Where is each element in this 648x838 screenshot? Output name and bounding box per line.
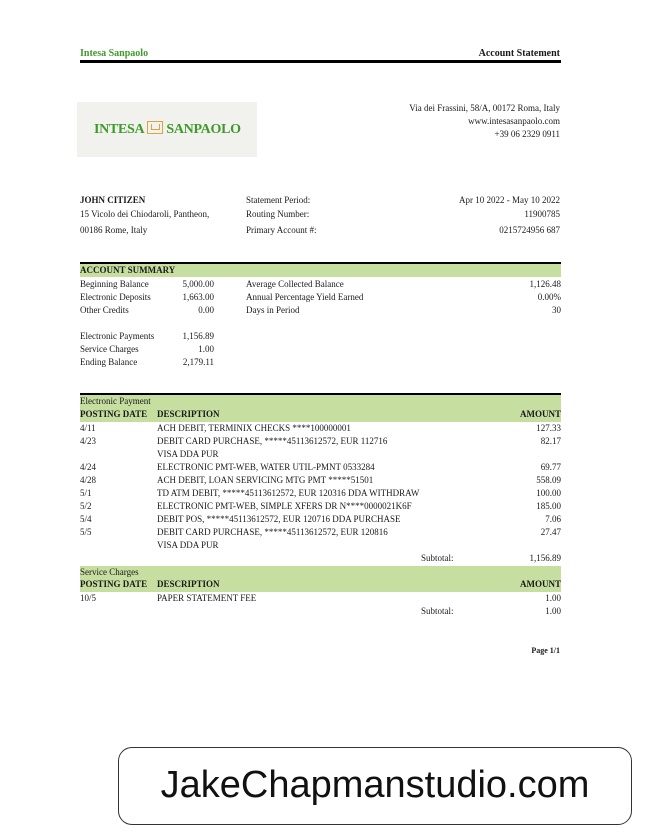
table-header [80,408,561,421]
description: PAPER STATEMENT FEE [157,593,257,603]
document-title: Account Statement [478,48,560,59]
summary-row [80,356,561,369]
summary-label: Days in Period [246,305,300,315]
posting-date: 5/5 [80,527,92,537]
primary-account-value: 0215724956 687 [499,225,560,235]
description: DEBIT POS, *****45113612572, EUR 120716 DDA PURCHASE [157,514,401,524]
subtotal-label: Subtotal: [421,553,454,563]
summary-value: 5,000.00 [182,279,214,289]
summary-label: Electronic Payments [80,331,155,341]
col-description: DESCRIPTION [157,409,220,419]
subtotal-value: 1.00 [545,606,561,616]
table-row [80,435,561,448]
account-summary-header [80,264,561,277]
posting-date: 5/4 [80,514,92,524]
electronic-payment-title: Electronic Payment [80,396,151,406]
description: VISA DDA PUR [157,540,219,550]
brand-name: Intesa Sanpaolo [80,48,149,59]
posting-date: 4/28 [80,475,97,485]
summary-value: 0.00 [198,305,214,315]
summary-label: Service Charges [80,344,139,354]
primary-account-label: Primary Account #: [246,225,317,235]
bank-address [409,102,560,141]
subtotal-row [80,605,561,618]
amount: 69.77 [540,462,561,472]
page-number: Page 1/1 [531,646,560,655]
summary-value: 30 [552,305,561,315]
table-row-continuation [80,448,561,461]
col-amount: AMOUNT [520,409,561,419]
section-title-row [80,395,561,408]
bank-phone: +39 06 2329 0911 [494,129,560,139]
amount: 1.00 [545,593,561,603]
logo-word-left: INTESA [94,122,145,137]
posting-date: 4/11 [80,423,96,433]
table-row [80,474,561,487]
description: ACH DEBIT, LOAN SERVICING MTG PMT *****51501 [157,475,374,485]
table-header [80,578,561,591]
summary-label: Electronic Deposits [80,292,151,302]
summary-value: 1,126.48 [529,279,561,289]
posting-date: 4/24 [80,462,97,472]
customer-address-line2: 00186 Rome, Italy [80,225,148,235]
bank-website: www.intesasanpaolo.com [468,116,560,126]
logo-emblem-icon [147,121,163,134]
col-posting-date: POSTING DATE [80,579,148,589]
description: DEBIT CARD PURCHASE, *****45113612572, EUR 112716 [157,436,388,446]
subtotal-row [80,552,561,565]
table-row [80,526,561,539]
posting-date: 4/23 [80,436,97,446]
watermark-banner: JakeChapmanstudio.com [118,747,632,825]
description: ELECTRONIC PMT-WEB, SIMPLE XFERS DR N****0000021K6F [157,501,412,511]
summary-row [80,278,561,291]
summary-value: 1,156.89 [182,331,214,341]
amount: 27.47 [540,527,561,537]
summary-value: 0.00% [537,292,561,302]
summary-label: Ending Balance [80,357,138,367]
description: ELECTRONIC PMT-WEB, WATER UTIL-PMNT 0533284 [157,462,375,472]
summary-value: 1,663.00 [182,292,214,302]
summary-label: Average Collected Balance [246,279,344,289]
table-row-continuation [80,539,561,552]
summary-row [80,304,561,317]
logo-word-right: SANPAOLO [166,122,241,137]
amount: 7.06 [545,514,561,524]
account-summary-title: ACCOUNT SUMMARY [80,265,176,275]
amount: 185.00 [536,501,561,511]
col-description: DESCRIPTION [157,579,220,589]
table-row [80,461,561,474]
subtotal-value: 1,156.89 [529,553,561,563]
summary-row [80,343,561,356]
header-rule [80,60,561,63]
table-row [80,500,561,513]
routing-number-value: 11900785 [524,209,560,219]
posting-date: 5/1 [80,488,92,498]
table-row [80,422,561,435]
amount: 100.00 [536,488,561,498]
statement-period-value: Apr 10 2022 - May 10 2022 [459,195,560,205]
routing-number-label: Routing Number: [246,209,310,219]
description: TD ATM DEBIT, *****45113612572, EUR 120316 DDA WITHDRAW [157,488,420,498]
statement-period-label: Statement Period: [246,195,311,205]
posting-date: 5/2 [80,501,92,511]
amount: 558.09 [536,475,561,485]
customer-name: JOHN CITIZEN [80,195,146,205]
table-row [80,487,561,500]
table-row [80,513,561,526]
col-posting-date: POSTING DATE [80,409,148,419]
summary-row [80,330,561,343]
amount: 127.33 [536,423,561,433]
summary-row [80,291,561,304]
description: ACH DEBIT, TERMINIX CHECKS ****100000001 [157,423,351,433]
summary-value: 2,179.11 [182,357,214,367]
bank-logo-text [94,121,241,138]
table-row [80,592,561,605]
summary-label: Beginning Balance [80,279,149,289]
summary-label: Other Credits [80,305,129,315]
service-charges-title: Service Charges [80,567,139,577]
bank-address-line: Via dei Frassini, 58/A, 00172 Roma, Italy [409,103,560,113]
description: VISA DDA PUR [157,449,219,459]
description: DEBIT CARD PURCHASE, *****45113612572, EUR 120816 [157,527,388,537]
summary-label: Annual Percentage Yield Earned [246,292,364,302]
customer-address-line1: 15 Vicolo dei Chiodaroli, Pantheon, [80,209,210,219]
summary-value: 1.00 [198,344,214,354]
amount: 82.17 [540,436,561,446]
col-amount: AMOUNT [520,579,561,589]
posting-date: 10/5 [80,593,97,603]
subtotal-label: Subtotal: [421,606,454,616]
